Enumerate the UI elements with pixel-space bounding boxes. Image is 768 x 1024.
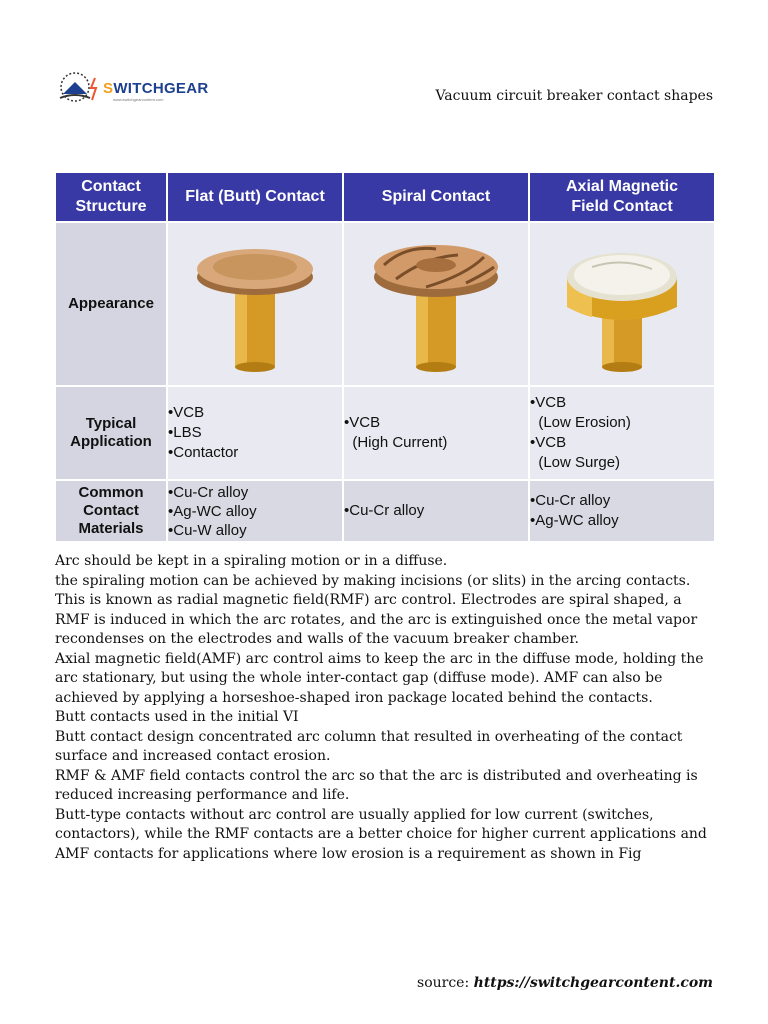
paragraph: the spiraling motion can be achieved by making incisions (or slits) in the arcing contacts. This is known as radial magnetic field(RMF) arc control. Electrodes are spiral shaped, a RMF is induced in which the arc rotates, and the arc is extinguished once the metal vapor recondenses on the electrodes and walls of the vacuum breaker chamber. [55, 572, 698, 647]
flat-contact-image [167, 222, 343, 386]
column-header-flat: Flat (Butt) Contact [167, 172, 343, 222]
page-title: Vacuum circuit breaker contact shapes [435, 88, 713, 104]
list-item: •Cu-Cr alloy [530, 492, 611, 509]
axial-application-list [529, 386, 715, 480]
paragraph: Arc should be kept in a spiraling motion or in a diffuse. [55, 553, 448, 569]
spiral-contact-image [343, 222, 529, 386]
paragraph: Butt contact design concentrated arc column that resulted in overheating of the contact surface and increased contact erosion. [55, 728, 683, 764]
list-item: •VCB [530, 434, 567, 451]
column-header-spiral: Spiral Contact [343, 172, 529, 222]
list-item: •VCB [344, 414, 381, 431]
logo [55, 68, 209, 106]
row-label-appearance: Appearance [55, 222, 167, 386]
flat-materials-list [167, 480, 343, 542]
paragraph: RMF & AMF field contacts control the arc so that the arc is distributed and overheating is reduced increasing performance and life. [55, 767, 698, 803]
source-credit [417, 975, 713, 991]
list-item: •VCB [530, 394, 567, 411]
source-link[interactable]: https://switchgearcontent.com [473, 975, 713, 991]
list-item: •Cu-W alloy [168, 521, 247, 539]
contact-comparison-table [54, 171, 714, 537]
logo-emblem-icon [55, 68, 103, 106]
list-item: •Ag-WC alloy [168, 502, 257, 520]
column-header-axial: Axial Magnetic Field Contact [529, 172, 715, 222]
body-text [55, 552, 715, 864]
list-item: •Ag-WC alloy [530, 512, 619, 529]
list-item: (Low Surge) [530, 454, 621, 471]
flat-application-list [167, 386, 343, 480]
row-label-materials: Common Contact Materials [55, 480, 167, 542]
list-item: •Cu-Cr alloy [344, 502, 425, 519]
list-item: •VCB [168, 404, 205, 421]
logo-url: www.switchgearcontent.com [113, 97, 164, 102]
paragraph: Butt-type contacts without arc control are usually applied for low current (switches, contactors), while the RMF contacts are a better choice for higher current applications and AMF contacts for applications where low erosion is a requirement as shown in Fig [55, 806, 707, 862]
source-label: source: [417, 975, 470, 991]
axial-materials-list [529, 480, 715, 542]
list-item: •Contactor [168, 444, 239, 461]
spiral-application-list [343, 386, 529, 480]
paragraph: Axial magnetic field(AMF) arc control aims to keep the arc in the diffuse mode, holding the arc stationary, but using the whole inter-contact gap (diffuse mode). AMF can also be achieved by applying a horseshoe-shaped iron package located behind the contacts. [55, 650, 704, 706]
list-item: (Low Erosion) [530, 414, 631, 431]
row-label-application: Typical Application [55, 386, 167, 480]
axial-contact-image [529, 222, 715, 386]
logo-text: SWITCHGEAR [103, 80, 209, 97]
list-item: •Cu-Cr alloy [168, 483, 249, 501]
column-header-structure: Contact Structure [55, 172, 167, 222]
paragraph: Butt contacts used in the initial VI [55, 709, 299, 725]
list-item: (High Current) [344, 434, 448, 451]
list-item: •LBS [168, 424, 202, 441]
spiral-materials-list [343, 480, 529, 542]
